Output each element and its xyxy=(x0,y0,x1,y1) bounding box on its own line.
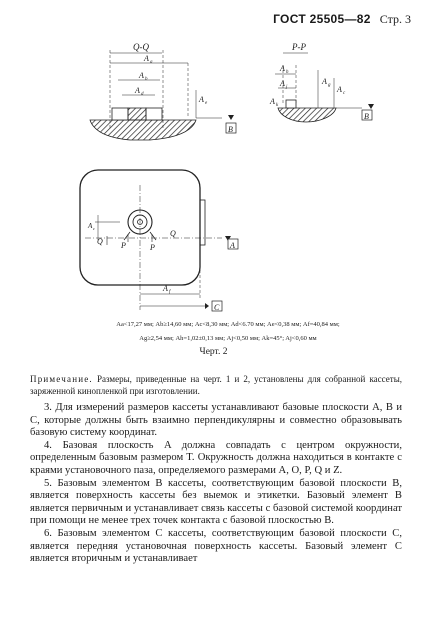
cassette-plan-view xyxy=(80,170,238,312)
svg-text:f: f xyxy=(169,290,171,295)
paragraph-6: 6. Базовым элементом C кассеты, соответствующим базовой плоскости C, является передняя установочная поверхность кассеты. Базовый элемент C является вторичным и устанавливает xyxy=(30,527,402,565)
section-q-q xyxy=(90,42,236,140)
svg-text:A: A xyxy=(280,79,285,88)
standard-number: ГОСТ 25505—82 xyxy=(273,12,371,26)
svg-text:c: c xyxy=(343,91,346,96)
svg-text:e: e xyxy=(205,101,208,106)
svg-text:c: c xyxy=(93,226,95,231)
svg-text:A: A xyxy=(280,64,285,73)
svg-text:A: A xyxy=(199,95,204,104)
section-q-q-label: Q-Q xyxy=(133,42,149,52)
dimensions-line-1: Aa<17,27 мм; Ab≥14,60 мм; Ac<8,30 мм; Ad<6.70 мм; Ae<0,38 мм; Af=40,84 мм; xyxy=(116,321,340,328)
svg-text:A: A xyxy=(230,241,235,250)
svg-text:j: j xyxy=(286,85,288,90)
svg-text:a: a xyxy=(150,60,153,65)
section-p-p xyxy=(269,42,374,122)
svg-text:A: A xyxy=(88,222,93,230)
svg-text:B: B xyxy=(364,112,369,121)
paragraph-3: 3. Для измерений размеров кассеты устанавливают базовые плоскости A, B и C, которые должны быть взаимно перпендикулярны и совместно образовывать базовую систему координат. xyxy=(30,402,402,439)
svg-text:b: b xyxy=(145,77,148,82)
dimensions-line-2: Ag≥2,54 мм; Ah=1,02±0,13 мм; Aj<0,50 мм; Ak=45°; Aj<0,60 мм xyxy=(139,335,317,342)
paragraph-5: 5. Базовым элементом B кассеты, соответствующим базовой плоскости B, является поверхность кассеты без выемок и этикетки. Базовый элемент B является первичным и устанавливает связь кассеты с базовой системой координат при помощи не менее трех точек контакта с базовой плоскостью B. xyxy=(30,477,402,527)
svg-text:A: A xyxy=(139,71,144,80)
svg-text:P: P xyxy=(121,241,126,250)
svg-text:Q: Q xyxy=(170,229,176,238)
svg-text:A: A xyxy=(337,85,342,94)
figure-caption: Черт. 2 xyxy=(199,347,228,357)
svg-text:C: C xyxy=(214,303,220,312)
svg-text:Q: Q xyxy=(97,237,103,246)
svg-text:h: h xyxy=(286,70,289,75)
svg-text:g: g xyxy=(328,83,331,88)
svg-text:B: B xyxy=(228,125,233,134)
svg-text:d: d xyxy=(141,92,144,97)
svg-text:A: A xyxy=(270,97,275,106)
note-lead: Примечание. xyxy=(30,374,93,384)
section-p-p-label: P-P xyxy=(292,42,306,52)
svg-text:P: P xyxy=(150,243,155,252)
page-number: Стр. 3 xyxy=(379,12,411,26)
paragraph-4: 4. Базовая плоскость A должна совпадать с центром окружности, определенным базовым размером T. Окружность должна находиться в контакте с краями установочного паза, определяемого размерами A, O, P, Q и Z. xyxy=(30,439,402,476)
svg-text:A: A xyxy=(135,86,140,95)
svg-text:A: A xyxy=(144,54,149,63)
note-text: Размеры, приведенные на черт. 1 и 2, установлены для собранной кассеты, заряженной кинопленкой при изготовлении. xyxy=(30,374,403,396)
svg-text:k: k xyxy=(276,103,279,108)
svg-text:A: A xyxy=(163,284,168,293)
svg-text:A: A xyxy=(322,77,327,86)
note xyxy=(30,373,402,397)
body-text xyxy=(30,402,402,566)
